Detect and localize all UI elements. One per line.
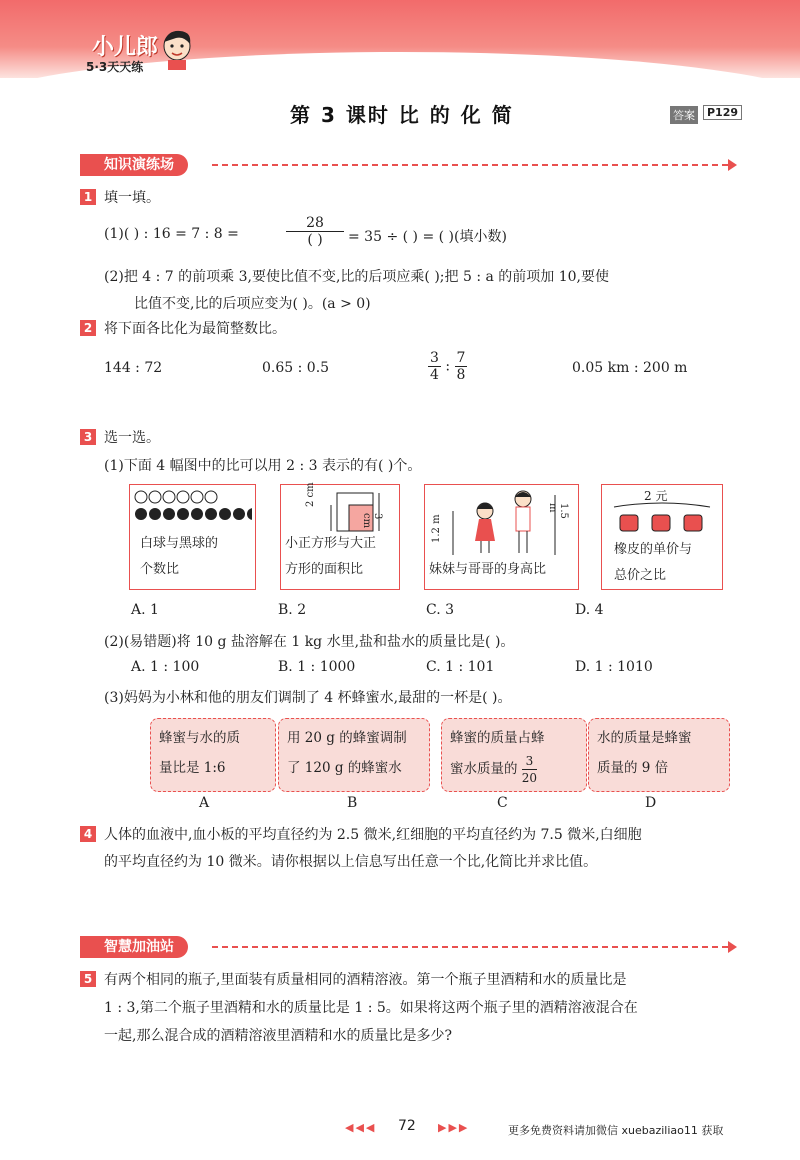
q1-part1-b: = 35 ÷ ( ) = ( )(填小数) bbox=[348, 229, 507, 245]
figure-c-caption: 妹妹与哥哥的身高比 bbox=[429, 562, 547, 577]
ratio-colon: : bbox=[445, 358, 451, 375]
q1-part1-a: (1)( ) : 16 = 7 : 8 = bbox=[104, 226, 239, 242]
question-number: 2 bbox=[80, 320, 96, 336]
left-arrows-icon: ◀◀◀ bbox=[345, 1121, 377, 1134]
option-a[interactable]: A. 1 : 100 bbox=[131, 659, 200, 675]
option-a[interactable]: A. 1 bbox=[131, 602, 159, 618]
option-d[interactable]: D. 4 bbox=[575, 602, 604, 618]
q5-line1: 有两个相同的瓶子,里面装有质量相同的酒精溶液。第一个瓶子里酒精和水的质量比是 bbox=[104, 972, 627, 988]
option-b[interactable]: B. 2 bbox=[278, 602, 307, 618]
figure-c bbox=[424, 484, 579, 590]
answer-page: P129 bbox=[703, 105, 742, 120]
honey-label-b[interactable]: B bbox=[347, 795, 358, 811]
section-divider bbox=[212, 946, 728, 948]
erasers-icon bbox=[610, 501, 714, 537]
honey-card-c bbox=[441, 718, 587, 792]
q3-sub1: (1)下面 4 幅图中的比可以用 2 : 3 表示的有( )个。 bbox=[104, 458, 422, 474]
frac-n2: 7 bbox=[456, 350, 466, 366]
lesson-title: 第 3 课时 比 的 化 简 bbox=[290, 103, 514, 127]
honey-card-d bbox=[588, 718, 730, 792]
honey-label-c[interactable]: C bbox=[497, 795, 508, 811]
frac-d2: 8 bbox=[456, 367, 466, 383]
option-c[interactable]: C. 1 : 101 bbox=[426, 659, 495, 675]
q4-line1: 人体的血液中,血小板的平均直径约为 2.5 微米,红细胞的平均直径约为 7.5 微米,白细胞 bbox=[104, 827, 642, 843]
q1-part2-line1: (2)把 4 : 7 的前项乘 3,要使比值不变,比的后项应乘( );把 5 : a 的前项加 10,要使 bbox=[104, 269, 609, 285]
q5-line3: 一起,那么混合成的酒精溶液里酒精和水的质量比是多少? bbox=[104, 1028, 452, 1044]
q2-item1: 144 : 72 bbox=[104, 360, 163, 376]
price-label: 2 元 bbox=[644, 489, 668, 503]
figure-a-caption-1: 白球与黑球的 bbox=[140, 536, 219, 551]
section-bonus-label: 智慧加油站 bbox=[104, 939, 174, 955]
q2-item3 bbox=[428, 350, 467, 383]
figure-d-caption-2: 总价之比 bbox=[614, 568, 667, 583]
q3-sub3: (3)妈妈为小林和他的朋友们调制了 4 杯蜂蜜水,最甜的一杯是( )。 bbox=[104, 690, 512, 706]
honey-a-line1: 蜂蜜与水的质 bbox=[159, 730, 240, 746]
fraction-numerator: 28 bbox=[286, 215, 344, 232]
option-d[interactable]: D. 1 : 1010 bbox=[575, 659, 653, 675]
q2-title: 将下面各比化为最简整数比。 bbox=[104, 321, 286, 337]
figure-d-caption-1: 橡皮的单价与 bbox=[614, 542, 693, 557]
honey-label-a[interactable]: A bbox=[199, 795, 210, 811]
q4-line2: 的平均直径约为 10 微米。请你根据以上信息写出任意一个比,化简比并求比值。 bbox=[104, 854, 598, 870]
footer-note: 更多免费资料请加微信 xuebaziliao11 获取 bbox=[508, 1124, 724, 1137]
option-b[interactable]: B. 1 : 1000 bbox=[278, 659, 356, 675]
section-practice-banner bbox=[80, 154, 188, 176]
question-number: 3 bbox=[80, 429, 96, 445]
figure-b-caption-1: 小正方形与大正 bbox=[285, 536, 377, 551]
big-square-label: 3 cm bbox=[361, 513, 383, 529]
honey-card-a bbox=[150, 718, 276, 792]
q5-line2: 1 : 3,第二个瓶子里酒精和水的质量比是 1 : 5。如果将这两个瓶子里的酒精溶液混合在 bbox=[104, 1000, 638, 1016]
q2-item4: 0.05 km : 200 m bbox=[572, 360, 688, 376]
figure-a bbox=[129, 484, 256, 590]
brother-height-label: 1.5 m bbox=[547, 503, 569, 519]
honey-label-d[interactable]: D bbox=[645, 795, 657, 811]
frac-n1: 3 bbox=[430, 350, 439, 366]
answer-label: 答案 bbox=[670, 106, 698, 124]
question-number: 1 bbox=[80, 189, 96, 205]
honey-d-line2: 质量的 9 倍 bbox=[597, 760, 669, 776]
option-c[interactable]: C. 3 bbox=[426, 602, 455, 618]
honey-b-line1: 用 20 g 的蜂蜜调制 bbox=[287, 730, 407, 746]
honey-c-line2: 蜜水质量的 bbox=[450, 761, 518, 777]
question-number: 5 bbox=[80, 971, 96, 987]
sister-height-label: 1.2 m bbox=[431, 514, 442, 543]
q1-part2-line2: 比值不变,比的后项应变为( )。(a > 0) bbox=[134, 296, 371, 312]
figure-b bbox=[280, 484, 400, 590]
section-practice-label: 知识演练场 bbox=[104, 157, 174, 173]
q2-item2: 0.65 : 0.5 bbox=[262, 360, 330, 376]
honey-b-line2: 了 120 g 的蜂蜜水 bbox=[287, 760, 402, 776]
q3-sub2: (2)(易错题)将 10 g 盐溶解在 1 kg 水里,盐和盐水的质量比是( )。 bbox=[104, 634, 515, 650]
honey-a-line2: 量比是 1:6 bbox=[159, 760, 226, 776]
honey-c-denominator: 20 bbox=[521, 771, 538, 785]
mascot-icon bbox=[158, 28, 196, 70]
frac-d1: 4 bbox=[430, 367, 439, 383]
honey-card-b bbox=[278, 718, 430, 792]
honey-c-line1: 蜂蜜的质量占蜂 bbox=[450, 730, 545, 746]
q1-title: 填一填。 bbox=[104, 190, 160, 206]
figure-a-caption-2: 个数比 bbox=[140, 562, 180, 577]
right-arrows-icon: ▶▶▶ bbox=[438, 1121, 470, 1134]
section-divider bbox=[212, 164, 728, 166]
balls-icon bbox=[134, 489, 252, 523]
figure-b-caption-2: 方形的面积比 bbox=[285, 562, 364, 577]
fraction-denominator: ( ) bbox=[307, 232, 323, 248]
q1-fraction bbox=[286, 215, 344, 248]
logo-subtitle: 5·3天天练 bbox=[86, 60, 144, 74]
logo-title: 小儿郎 bbox=[92, 35, 159, 60]
honey-c-numerator: 3 bbox=[522, 753, 537, 770]
q3-title: 选一选。 bbox=[104, 430, 160, 446]
section-bonus-banner bbox=[80, 936, 188, 958]
page-number: 72 bbox=[398, 1118, 416, 1134]
arrow-right-icon bbox=[728, 159, 737, 171]
question-number: 4 bbox=[80, 826, 96, 842]
arrow-right-icon bbox=[728, 941, 737, 953]
figure-d bbox=[601, 484, 723, 590]
honey-d-line1: 水的质量是蜂蜜 bbox=[597, 730, 692, 746]
siblings-icon bbox=[439, 489, 569, 557]
small-square-label: 2 cm bbox=[305, 482, 316, 507]
